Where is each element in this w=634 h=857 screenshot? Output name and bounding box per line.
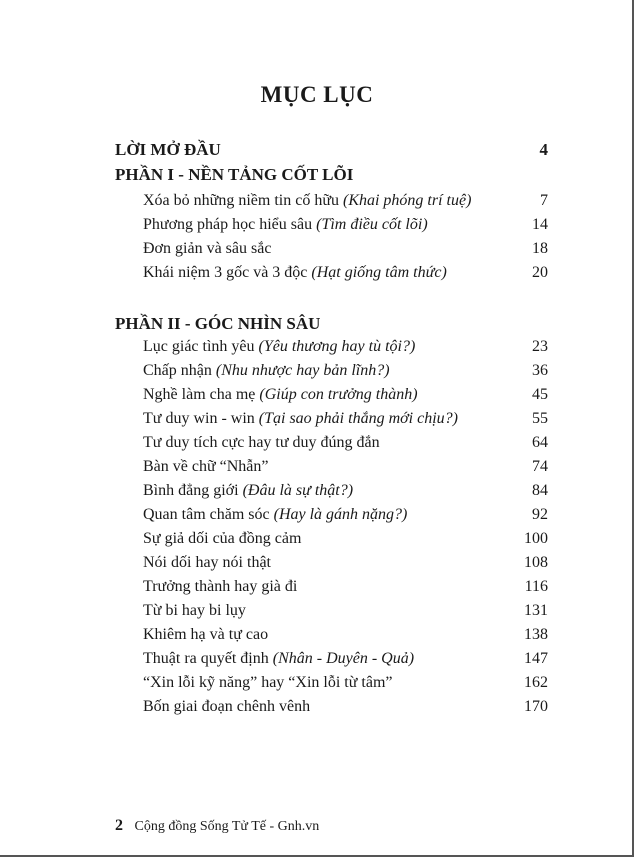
toc-entry-subtitle: (Hay là gánh nặng?) — [273, 506, 408, 523]
toc-page-number: 131 — [524, 602, 548, 619]
toc-entry-subtitle: (Giúp con trưởng thành) — [259, 386, 418, 403]
toc-entry-title: Chấp nhận — [143, 362, 216, 379]
toc-entry — [143, 602, 548, 620]
toc-entry-title: Nói dối hay nói thật — [143, 554, 271, 571]
toc-entry-label — [143, 216, 428, 234]
toc-entry-label — [143, 698, 310, 716]
toc-entry — [143, 506, 548, 524]
toc-entry-label — [143, 338, 415, 356]
toc-page-number: 108 — [524, 554, 548, 571]
toc-page-number: 100 — [524, 530, 548, 547]
toc-entry-label — [143, 530, 301, 548]
toc-entry-title: “Xin lỗi kỹ năng” hay “Xin lỗi từ tâm” — [143, 674, 393, 691]
footer-text: Cộng đồng Sống Tử Tế - Gnh.vn — [134, 819, 320, 834]
toc-page-number: 74 — [532, 458, 548, 475]
toc-entry-label — [143, 386, 418, 404]
toc-page-number: 55 — [532, 410, 548, 427]
toc-page-number: 147 — [524, 650, 548, 667]
toc-page-number: 162 — [524, 674, 548, 691]
toc-entry — [143, 338, 548, 356]
page-title: MỤC LỤC — [260, 82, 374, 107]
toc-entry-title: Đơn giản và sâu sắc — [143, 240, 272, 257]
toc-entry — [143, 434, 548, 452]
toc-entry-title: Phương pháp học hiểu sâu — [143, 216, 317, 233]
toc-entry — [143, 192, 548, 210]
toc-entry-subtitle: (Hạt giống tâm thức) — [311, 264, 447, 281]
toc-entry — [143, 482, 548, 500]
toc-entry-subtitle: (Khai phóng trí tuệ) — [342, 192, 472, 209]
toc-entry-label: LỜI MỞ ĐẦU — [115, 140, 221, 159]
toc-entry-title: Thuật ra quyết định — [143, 650, 273, 667]
toc-entry — [143, 626, 548, 644]
toc-entry-title: Bình đẳng giới — [143, 482, 243, 499]
toc-entry-label — [143, 192, 471, 210]
toc-section-label: PHẦN II - GÓC NHÌN SÂU — [115, 314, 321, 333]
toc-entry — [143, 386, 548, 404]
toc-page-number: 138 — [524, 626, 548, 643]
toc-page-number: 64 — [532, 434, 548, 451]
toc-entry-title: Khái niệm 3 gốc và 3 độc — [143, 264, 312, 281]
toc-entry-title: Sự giả dối của đồng cảm — [143, 530, 302, 547]
toc-entry-label — [143, 362, 390, 380]
toc-entry-label — [143, 602, 246, 620]
toc-entry — [143, 650, 548, 668]
toc-entry-title: Bốn giai đoạn chênh vênh — [143, 698, 311, 715]
toc-page-number: 84 — [532, 482, 548, 499]
toc-entry-title: Trưởng thành hay già đi — [143, 578, 298, 595]
toc-entry-label — [143, 240, 271, 258]
toc-entry-subtitle: (Tìm điều cốt lõi) — [316, 216, 428, 233]
toc-page-number: 18 — [532, 240, 548, 257]
page-footer — [115, 817, 319, 835]
toc-entry-title: Khiêm hạ và tự cao — [143, 626, 269, 643]
toc-entry-title: Bàn về chữ “Nhẫn” — [143, 458, 269, 475]
toc-page-number: 20 — [532, 264, 548, 281]
toc-entry-subtitle: (Nhu nhược hay bản lĩnh?) — [215, 362, 390, 379]
toc-section-part2 — [115, 314, 548, 334]
toc-entry-label — [143, 482, 353, 500]
toc-entry-title: Tư duy win - win — [143, 410, 259, 427]
toc-entry — [143, 264, 548, 282]
toc-entry — [143, 240, 548, 258]
footer-page-number: 2 — [115, 817, 123, 834]
toc-entry-label — [143, 264, 447, 282]
toc-entry — [143, 362, 548, 380]
toc-entry-subtitle: (Nhân - Duyên - Quả) — [272, 650, 415, 667]
toc-page-number: 116 — [524, 578, 548, 595]
toc-entry-label — [143, 410, 458, 428]
toc-entry — [143, 216, 548, 234]
toc-entry-title: Lục giác tình yêu — [143, 338, 259, 355]
toc-entry-title: Tư duy tích cực hay tư duy đúng đắn — [143, 434, 380, 451]
toc-page-number: 4 — [539, 140, 548, 159]
toc-entry-label — [143, 554, 271, 572]
toc-entry-label — [143, 578, 297, 596]
toc-entry-intro — [115, 140, 548, 160]
toc-page-number: 45 — [532, 386, 548, 403]
toc-entry — [143, 410, 548, 428]
toc-page-number: 23 — [532, 338, 548, 355]
toc-entry-label — [143, 674, 393, 692]
toc-page-number: 14 — [532, 216, 548, 233]
toc-entry-subtitle: (Đâu là sự thật?) — [242, 482, 354, 499]
toc-entry-title: Xóa bỏ những niềm tin cố hữu — [143, 192, 343, 209]
toc-entry — [143, 698, 548, 716]
toc-entry-label — [143, 650, 414, 668]
toc-entry-title: Từ bi hay bi lụy — [143, 602, 246, 619]
toc-entry-subtitle: (Yêu thương hay tù tội?) — [258, 338, 416, 355]
toc-entry-label — [143, 626, 268, 644]
toc-entry — [143, 530, 548, 548]
toc-entry — [143, 674, 548, 692]
toc-page-number: 92 — [532, 506, 548, 523]
toc-section-part1 — [115, 165, 548, 185]
toc-page-number: 170 — [524, 698, 548, 715]
toc-entry-title: Quan tâm chăm sóc — [143, 506, 274, 523]
toc-entry-label — [143, 434, 380, 452]
toc-entry-subtitle: (Tại sao phải thắng mới chịu?) — [258, 410, 458, 427]
toc-entry-title: Nghề làm cha mẹ — [143, 386, 260, 403]
toc-page-number: 36 — [532, 362, 548, 379]
toc-entry-label — [143, 458, 269, 476]
toc-entry — [143, 554, 548, 572]
toc-entry-label — [143, 506, 407, 524]
toc-entry — [143, 458, 548, 476]
toc-section-label: PHẦN I - NỀN TẢNG CỐT LÕI — [115, 165, 354, 184]
toc-entry — [143, 578, 548, 596]
toc-page-number: 7 — [540, 192, 548, 209]
